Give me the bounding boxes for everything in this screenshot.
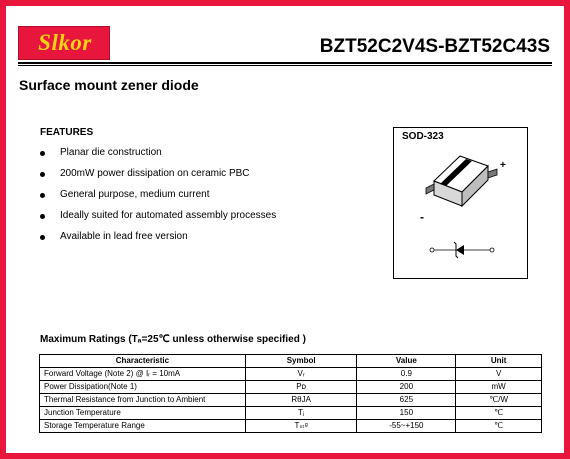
characteristic-cell: Thermal Resistance from Junction to Ambient xyxy=(40,394,246,407)
column-header: Characteristic xyxy=(40,355,246,368)
table-row xyxy=(40,368,542,381)
symbol-cell: Vᵣ xyxy=(245,368,357,381)
unit-cell: ℃ xyxy=(456,420,542,433)
document-subtitle: Surface mount zener diode xyxy=(19,77,199,93)
column-header: Symbol xyxy=(245,355,357,368)
package-box xyxy=(393,127,528,279)
value-cell: 200 xyxy=(357,381,456,394)
zener-triangle-icon xyxy=(456,245,464,255)
logo-text: Slkor xyxy=(38,30,92,55)
polarity-plus: + xyxy=(500,160,506,171)
bullet-icon xyxy=(40,235,45,240)
table-row xyxy=(40,420,542,433)
package-drawing xyxy=(394,128,527,278)
lead-left xyxy=(426,184,434,194)
bullet-icon xyxy=(40,172,45,177)
feature-text: Planar die construction xyxy=(60,147,162,158)
characteristic-cell: Storage Temperature Range xyxy=(40,420,246,433)
symbol-terminal-left xyxy=(430,248,434,252)
table-row xyxy=(40,394,542,407)
slkor-logo xyxy=(18,26,110,60)
characteristic-cell: Junction Temperature xyxy=(40,407,246,420)
part-number-range: BZT52C2V4S-BZT52C43S xyxy=(319,36,550,57)
column-header: Value xyxy=(357,355,456,368)
table-row xyxy=(40,381,542,394)
bullet-icon xyxy=(40,214,45,219)
ratings-table xyxy=(39,354,542,433)
feature-text: 200mW power dissipation on ceramic PBC xyxy=(60,168,250,179)
header-rule-thick xyxy=(18,62,552,64)
bullet-icon xyxy=(40,193,45,198)
unit-cell: mW xyxy=(456,381,542,394)
unit-cell: ℃/W xyxy=(456,394,542,407)
table-row xyxy=(40,407,542,420)
lead-right xyxy=(488,169,497,178)
package-title: SOD-323 xyxy=(402,131,444,142)
feature-text: Available in lead free version xyxy=(60,231,188,242)
value-cell: 625 xyxy=(357,394,456,407)
header-rule-thin xyxy=(18,65,552,66)
feature-text: Ideally suited for automated assembly processes xyxy=(60,210,277,221)
value-cell: 0.9 xyxy=(357,368,456,381)
unit-cell: V xyxy=(456,368,542,381)
characteristic-cell: Power Dissipation(Note 1) xyxy=(40,381,246,394)
symbol-terminal-right xyxy=(490,248,494,252)
symbol-cell: Tⱼ xyxy=(245,407,357,420)
features-heading: FEATURES xyxy=(40,127,94,138)
symbol-cell: Pᴅ xyxy=(245,381,357,394)
unit-cell: ℃ xyxy=(456,407,542,420)
column-header: Unit xyxy=(456,355,542,368)
value-cell: -55~+150 xyxy=(357,420,456,433)
value-cell: 150 xyxy=(357,407,456,420)
bullet-icon xyxy=(40,151,45,156)
symbol-cell: RθJA xyxy=(245,394,357,407)
polarity-minus: - xyxy=(420,210,424,224)
table-header-row xyxy=(40,355,542,368)
characteristic-cell: Forward Voltage (Note 2) @ Iᵣ = 10mA xyxy=(40,368,246,381)
symbol-cell: Tₛₜᵍ xyxy=(245,420,357,433)
ratings-heading: Maximum Ratings (Tₐ=25℃ unless otherwise specified ) xyxy=(40,334,306,345)
feature-text: General purpose, medium current xyxy=(60,189,210,200)
